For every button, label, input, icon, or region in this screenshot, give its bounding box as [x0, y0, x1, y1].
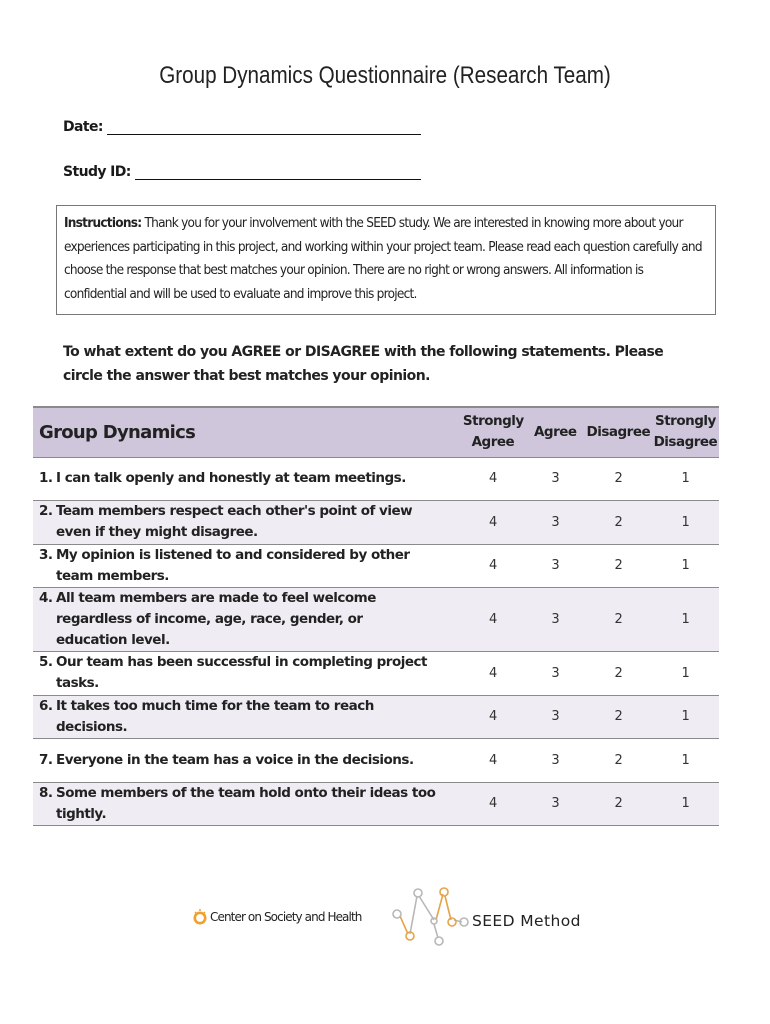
study-id-label: Study ID:: [63, 164, 131, 180]
answer-disagree[interactable]: 2: [585, 588, 652, 652]
statement-cell: [33, 588, 460, 652]
statement-cell: [33, 501, 460, 545]
statement-text: I can talk openly and honestly at team meetings.: [56, 470, 406, 487]
answer-strongly-agree[interactable]: 4: [460, 544, 526, 588]
statement-cell: [33, 544, 460, 588]
statement-number: 2.: [39, 503, 53, 520]
statement-text: Our team has been successful in completing project tasks.: [56, 654, 427, 692]
page-title: Group Dynamics Questionnaire (Research Team): [159, 62, 611, 89]
statement-number: 8.: [39, 784, 53, 801]
statement-text: My opinion is listened to and considered by other team members.: [56, 546, 410, 584]
statement-text: All team members are made to feel welcome regardless of income, age, race, gender, or education level.: [56, 590, 376, 648]
group-dynamics-table: [33, 406, 719, 826]
instructions-body: Thank you for your involvement with the SEED study. We are interested in knowing more about your experiences participating in this project, and working within your project team. Please read each question carefully and choose the response that best matches your opinion. There are no right or wrong answers. All information is confidential and will be used to evaluate and improve this project.: [64, 215, 702, 302]
col-strongly-disagree-label: Strongly Disagree: [653, 413, 718, 451]
answer-disagree[interactable]: 2: [585, 652, 652, 696]
date-label: Date:: [63, 119, 103, 135]
study-id-blank-line[interactable]: [135, 164, 421, 180]
statement-number: 1.: [39, 470, 53, 487]
statement-cell: [33, 695, 460, 739]
seed-network-icon: [388, 884, 470, 950]
answer-agree[interactable]: 3: [526, 457, 585, 501]
answer-agree[interactable]: 3: [526, 695, 585, 739]
answer-strongly-agree[interactable]: 4: [460, 782, 526, 826]
table-header-row: [33, 407, 719, 457]
answer-strongly-disagree[interactable]: 1: [652, 652, 719, 696]
csh-sun-icon: [193, 907, 207, 927]
answer-strongly-agree[interactable]: 4: [460, 501, 526, 545]
answer-strongly-agree[interactable]: 4: [460, 695, 526, 739]
col-disagree: Disagree: [585, 407, 652, 457]
instructions-lead: Instructions:: [64, 215, 142, 231]
csh-label: Center on Society and Health: [210, 910, 362, 924]
col-agree: Agree: [526, 407, 585, 457]
answer-strongly-agree[interactable]: 4: [460, 588, 526, 652]
col-strongly-agree: [460, 407, 526, 457]
question-prompt: To what extent do you AGREE or DISAGREE with the following statements. Please circle the answer that best matches your opinion.: [63, 344, 664, 384]
table-row: [33, 588, 719, 652]
instructions-box: [56, 205, 716, 315]
table-row: [33, 652, 719, 696]
answer-disagree[interactable]: 2: [585, 739, 652, 783]
answer-strongly-agree[interactable]: 4: [460, 739, 526, 783]
answer-agree[interactable]: 3: [526, 782, 585, 826]
statement-number: 6.: [39, 697, 53, 714]
statement-number: 7.: [39, 751, 53, 768]
statement-cell: [33, 782, 460, 826]
answer-strongly-disagree[interactable]: 1: [652, 457, 719, 501]
statement-text: It takes too much time for the team to reach decisions.: [56, 697, 374, 735]
answer-disagree[interactable]: 2: [585, 457, 652, 501]
statement-text: Some members of the team hold onto their ideas too tightly.: [56, 784, 436, 822]
table-row: [33, 695, 719, 739]
answer-disagree[interactable]: 2: [585, 501, 652, 545]
answer-strongly-disagree[interactable]: 1: [652, 739, 719, 783]
table-row: [33, 457, 719, 501]
section-heading: Group Dynamics: [33, 407, 460, 457]
table-row: [33, 501, 719, 545]
answer-agree[interactable]: 3: [526, 501, 585, 545]
answer-strongly-disagree[interactable]: 1: [652, 695, 719, 739]
statement-number: 3.: [39, 546, 53, 563]
statement-cell: [33, 739, 460, 783]
table-row: [33, 544, 719, 588]
answer-agree[interactable]: 3: [526, 588, 585, 652]
answer-strongly-disagree[interactable]: 1: [652, 588, 719, 652]
answer-strongly-agree[interactable]: 4: [460, 652, 526, 696]
study-id-field: [63, 164, 421, 180]
col-strongly-agree-label: Strongly Agree: [462, 413, 524, 451]
csh-logo: [193, 907, 361, 927]
date-blank-line[interactable]: [107, 119, 421, 135]
statement-number: 4.: [39, 590, 53, 606]
seed-label: SEED Method: [472, 912, 581, 930]
answer-agree[interactable]: 3: [526, 739, 585, 783]
table-row: [33, 782, 719, 826]
statement-cell: [33, 652, 460, 696]
table-row: [33, 739, 719, 783]
statement-number: 5.: [39, 654, 53, 671]
col-strongly-disagree: [652, 407, 719, 457]
answer-agree[interactable]: 3: [526, 544, 585, 588]
answer-strongly-disagree[interactable]: 1: [652, 501, 719, 545]
answer-strongly-disagree[interactable]: 1: [652, 544, 719, 588]
statement-cell: [33, 457, 460, 501]
statement-text: Everyone in the team has a voice in the decisions.: [56, 751, 414, 768]
answer-disagree[interactable]: 2: [585, 544, 652, 588]
date-field: [63, 119, 421, 135]
answer-strongly-agree[interactable]: 4: [460, 457, 526, 501]
statement-text: Team members respect each other's point of view even if they might disagree.: [56, 503, 413, 541]
answer-agree[interactable]: 3: [526, 652, 585, 696]
seed-logo: [388, 884, 581, 950]
answer-disagree[interactable]: 2: [585, 695, 652, 739]
answer-disagree[interactable]: 2: [585, 782, 652, 826]
answer-strongly-disagree[interactable]: 1: [652, 782, 719, 826]
